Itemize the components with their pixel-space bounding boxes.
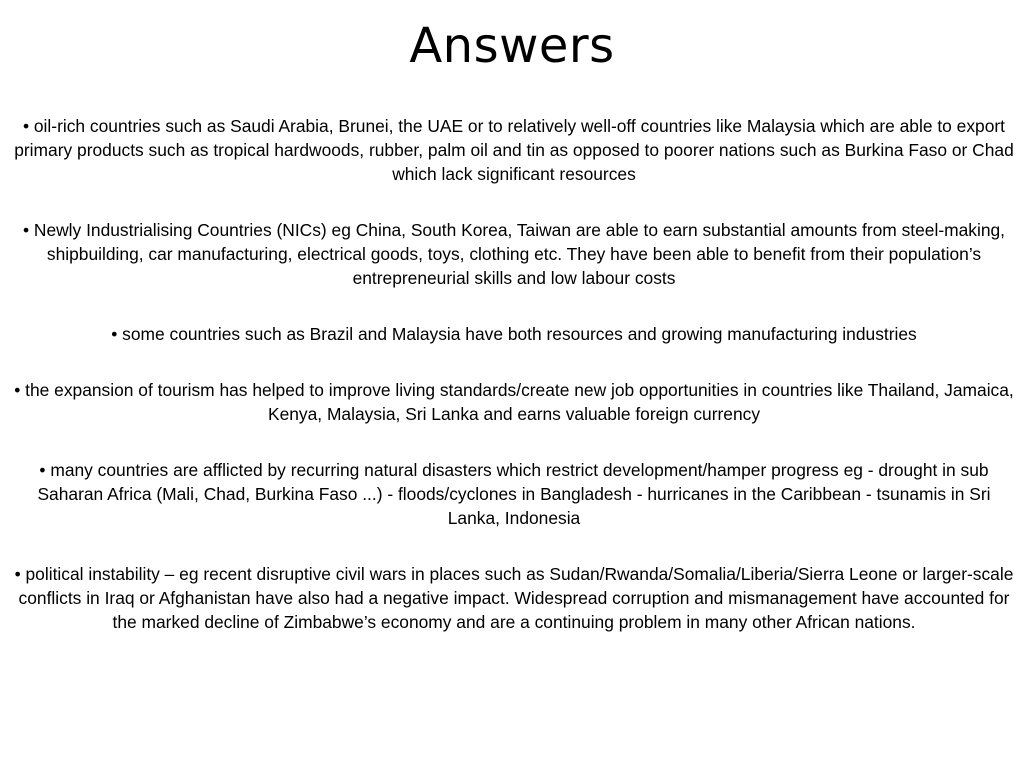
answer-point-political-instability: • political instability – eg recent disruptive civil wars in places such as Sudan/Rwanda/Somalia/Liberia/Sierra Leone or larger-scale conflicts in Iraq or Afghanistan have also had a negative impact. Widespread corruption and mismanagement have accounted for the marked decline of Zimbabwe’s economy and are a continuing problem in many other African nations.: [14, 564, 1014, 632]
answer-point-resources-manufacturing: • some countries such as Brazil and Malaysia have both resources and growing manufacturing industries: [111, 324, 917, 344]
answer-point-natural-disasters: • many countries are afflicted by recurring natural disasters which restrict development/hamper progress eg - drought in sub Saharan Africa (Mali, Chad, Burkina Faso ...) - floods/cyclones in Bangladesh - hurricanes in the Caribbean - tsunamis in Sri Lanka, Indonesia: [37, 460, 991, 528]
answers-list: [12, 114, 1016, 666]
slide-title: Answers: [409, 18, 615, 74]
answer-point-oil-rich: • oil-rich countries such as Saudi Arabia, Brunei, the UAE or to relatively well-off countries like Malaysia which are able to export primary products such as tropical hardwoods, rubber, palm oil and tin as opposed to poorer nations such as Burkina Faso or Chad which lack significant resources: [14, 116, 1014, 184]
answer-point-tourism: • the expansion of tourism has helped to improve living standards/create new job opportunities in countries like Thailand, Jamaica, Kenya, Malaysia, Sri Lanka and earns valuable foreign currency: [14, 380, 1014, 424]
answer-point-nics: • Newly Industrialising Countries (NICs) eg China, South Korea, Taiwan are able to earn substantial amounts from steel-making, shipbuilding, car manufacturing, electrical goods, toys, clothing etc. They have been able to benefit from their population’s entrepreneurial skills and low labour costs: [22, 220, 1006, 288]
